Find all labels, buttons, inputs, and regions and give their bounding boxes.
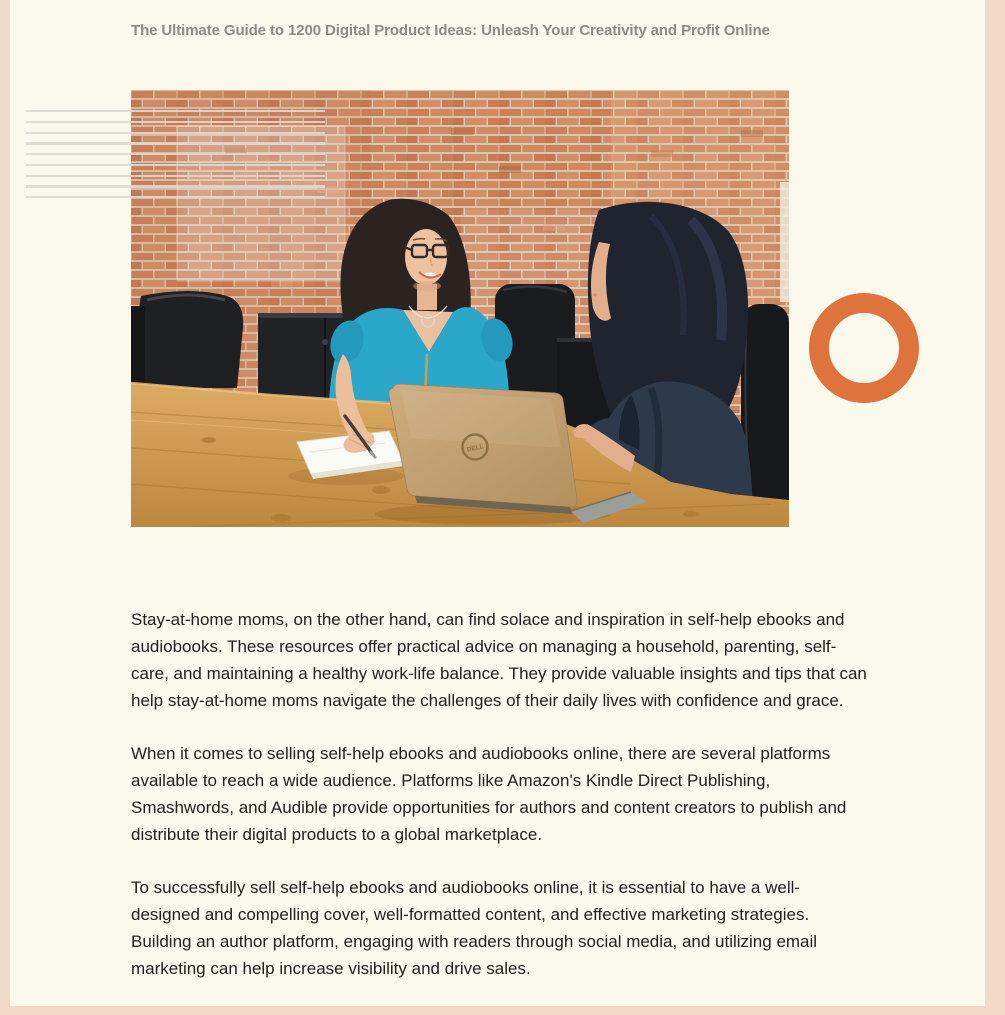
paragraph: Stay-at-home moms, on the other hand, can find solace and inspiration in self-help ebooks and audiobooks. These resources offer practical advice on managing a household, parenting, self-care, and maintaining a healthy work-life balance. They provide valuable insights and tips that can help stay-at-home moms navigate the challenges of their daily lives with confidence and grace. (131, 610, 867, 710)
article-page (10, 0, 985, 1006)
window-frame (780, 182, 789, 302)
decor-line (26, 121, 325, 123)
decor-line (26, 132, 325, 134)
ring-decoration (809, 293, 919, 403)
decor-line (26, 175, 325, 177)
decor-line (26, 185, 325, 187)
article-body (131, 606, 867, 1008)
decor-line (26, 196, 325, 198)
office-chair-left (131, 291, 243, 388)
article-title: The Ultimate Guide to 1200 Digital Product Ideas: Unleash Your Creativity and Profit Online (131, 22, 770, 39)
decor-line (26, 164, 325, 166)
decor-line (26, 153, 325, 155)
dell-logo-text: DELL (466, 443, 485, 454)
decorative-lines (26, 110, 325, 207)
paragraph: When it comes to selling self-help ebooks and audiobooks online, there are several platforms available to reach a wide audience. Platforms like Amazon's Kindle Direct Publishing, Smashwords, and Audible provide opportunities for authors and content creators to publish and distribute their digital products to a global marketplace. (131, 744, 847, 844)
paragraph: To successfully sell self-help ebooks and audiobooks online, it is essential to have a well-designed and compelling cover, well-formatted content, and effective marketing strategies. Building an author platform, engaging with readers through social media, and utilizing email marketing can help increase visibility and drive sales. (131, 878, 818, 978)
decor-line (26, 110, 325, 112)
decor-line (26, 142, 325, 144)
